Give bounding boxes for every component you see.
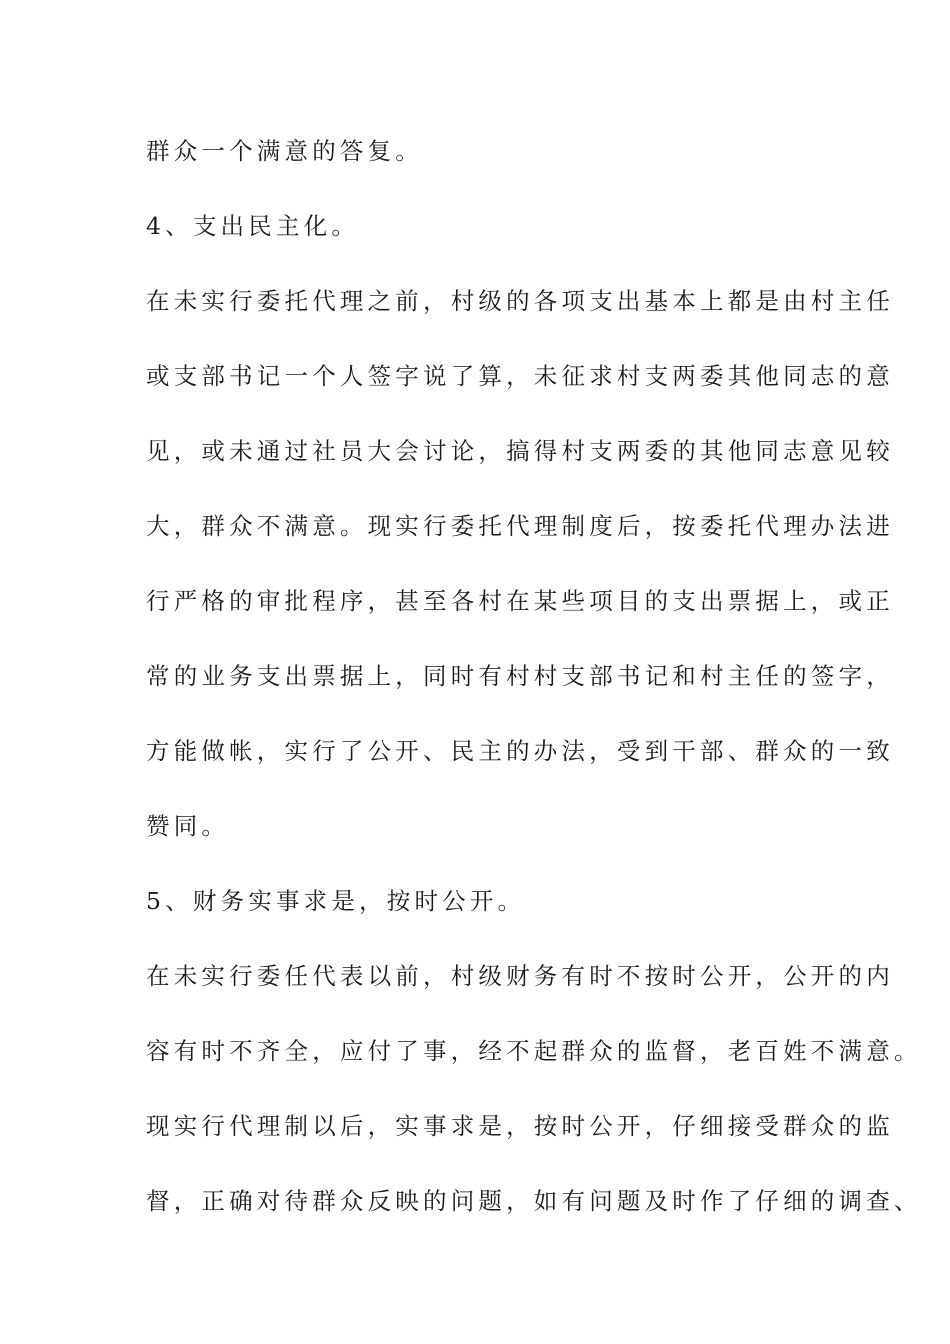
- text-line: 方能做帐，实行了公开、民主的办法，受到干部、群众的一致: [146, 737, 894, 765]
- text-line: 行严格的审批程序，甚至各村在某些项目的支出票据上，或正: [146, 587, 894, 615]
- text-line: 群众一个满意的答复。: [146, 137, 423, 165]
- section-heading: 4、支出民主化。: [146, 212, 360, 240]
- text-line: 常的业务支出票据上，同时有村村支部书记和村主任的签字，: [146, 662, 894, 690]
- text-line: 赞同。: [146, 812, 230, 840]
- text-line: 见，或未通过社员大会讨论，搞得村支两委的其他同志意见较: [146, 437, 894, 465]
- text-line: 容有时不齐全，应付了事，经不起群众的监督，老百姓不满意。: [146, 1037, 922, 1065]
- text-line: 督，正确对待群众反映的问题，如有问题及时作了仔细的调查、: [146, 1187, 922, 1215]
- text-line: 或支部书记一个人签字说了算，未征求村支两委其他同志的意: [146, 362, 894, 390]
- text-line: 在未实行委任代表以前，村级财务有时不按时公开，公开的内: [146, 962, 894, 990]
- text-line: 在未实行委托代理之前，村级的各项支出基本上都是由村主任: [146, 287, 894, 315]
- text-line: 现实行代理制以后，实事求是，按时公开，仔细接受群众的监: [146, 1112, 894, 1140]
- section-heading: 5、财务实事求是，按时公开。: [146, 887, 526, 915]
- text-line: 大，群众不满意。现实行委托代理制度后，按委托代理办法进: [146, 512, 894, 540]
